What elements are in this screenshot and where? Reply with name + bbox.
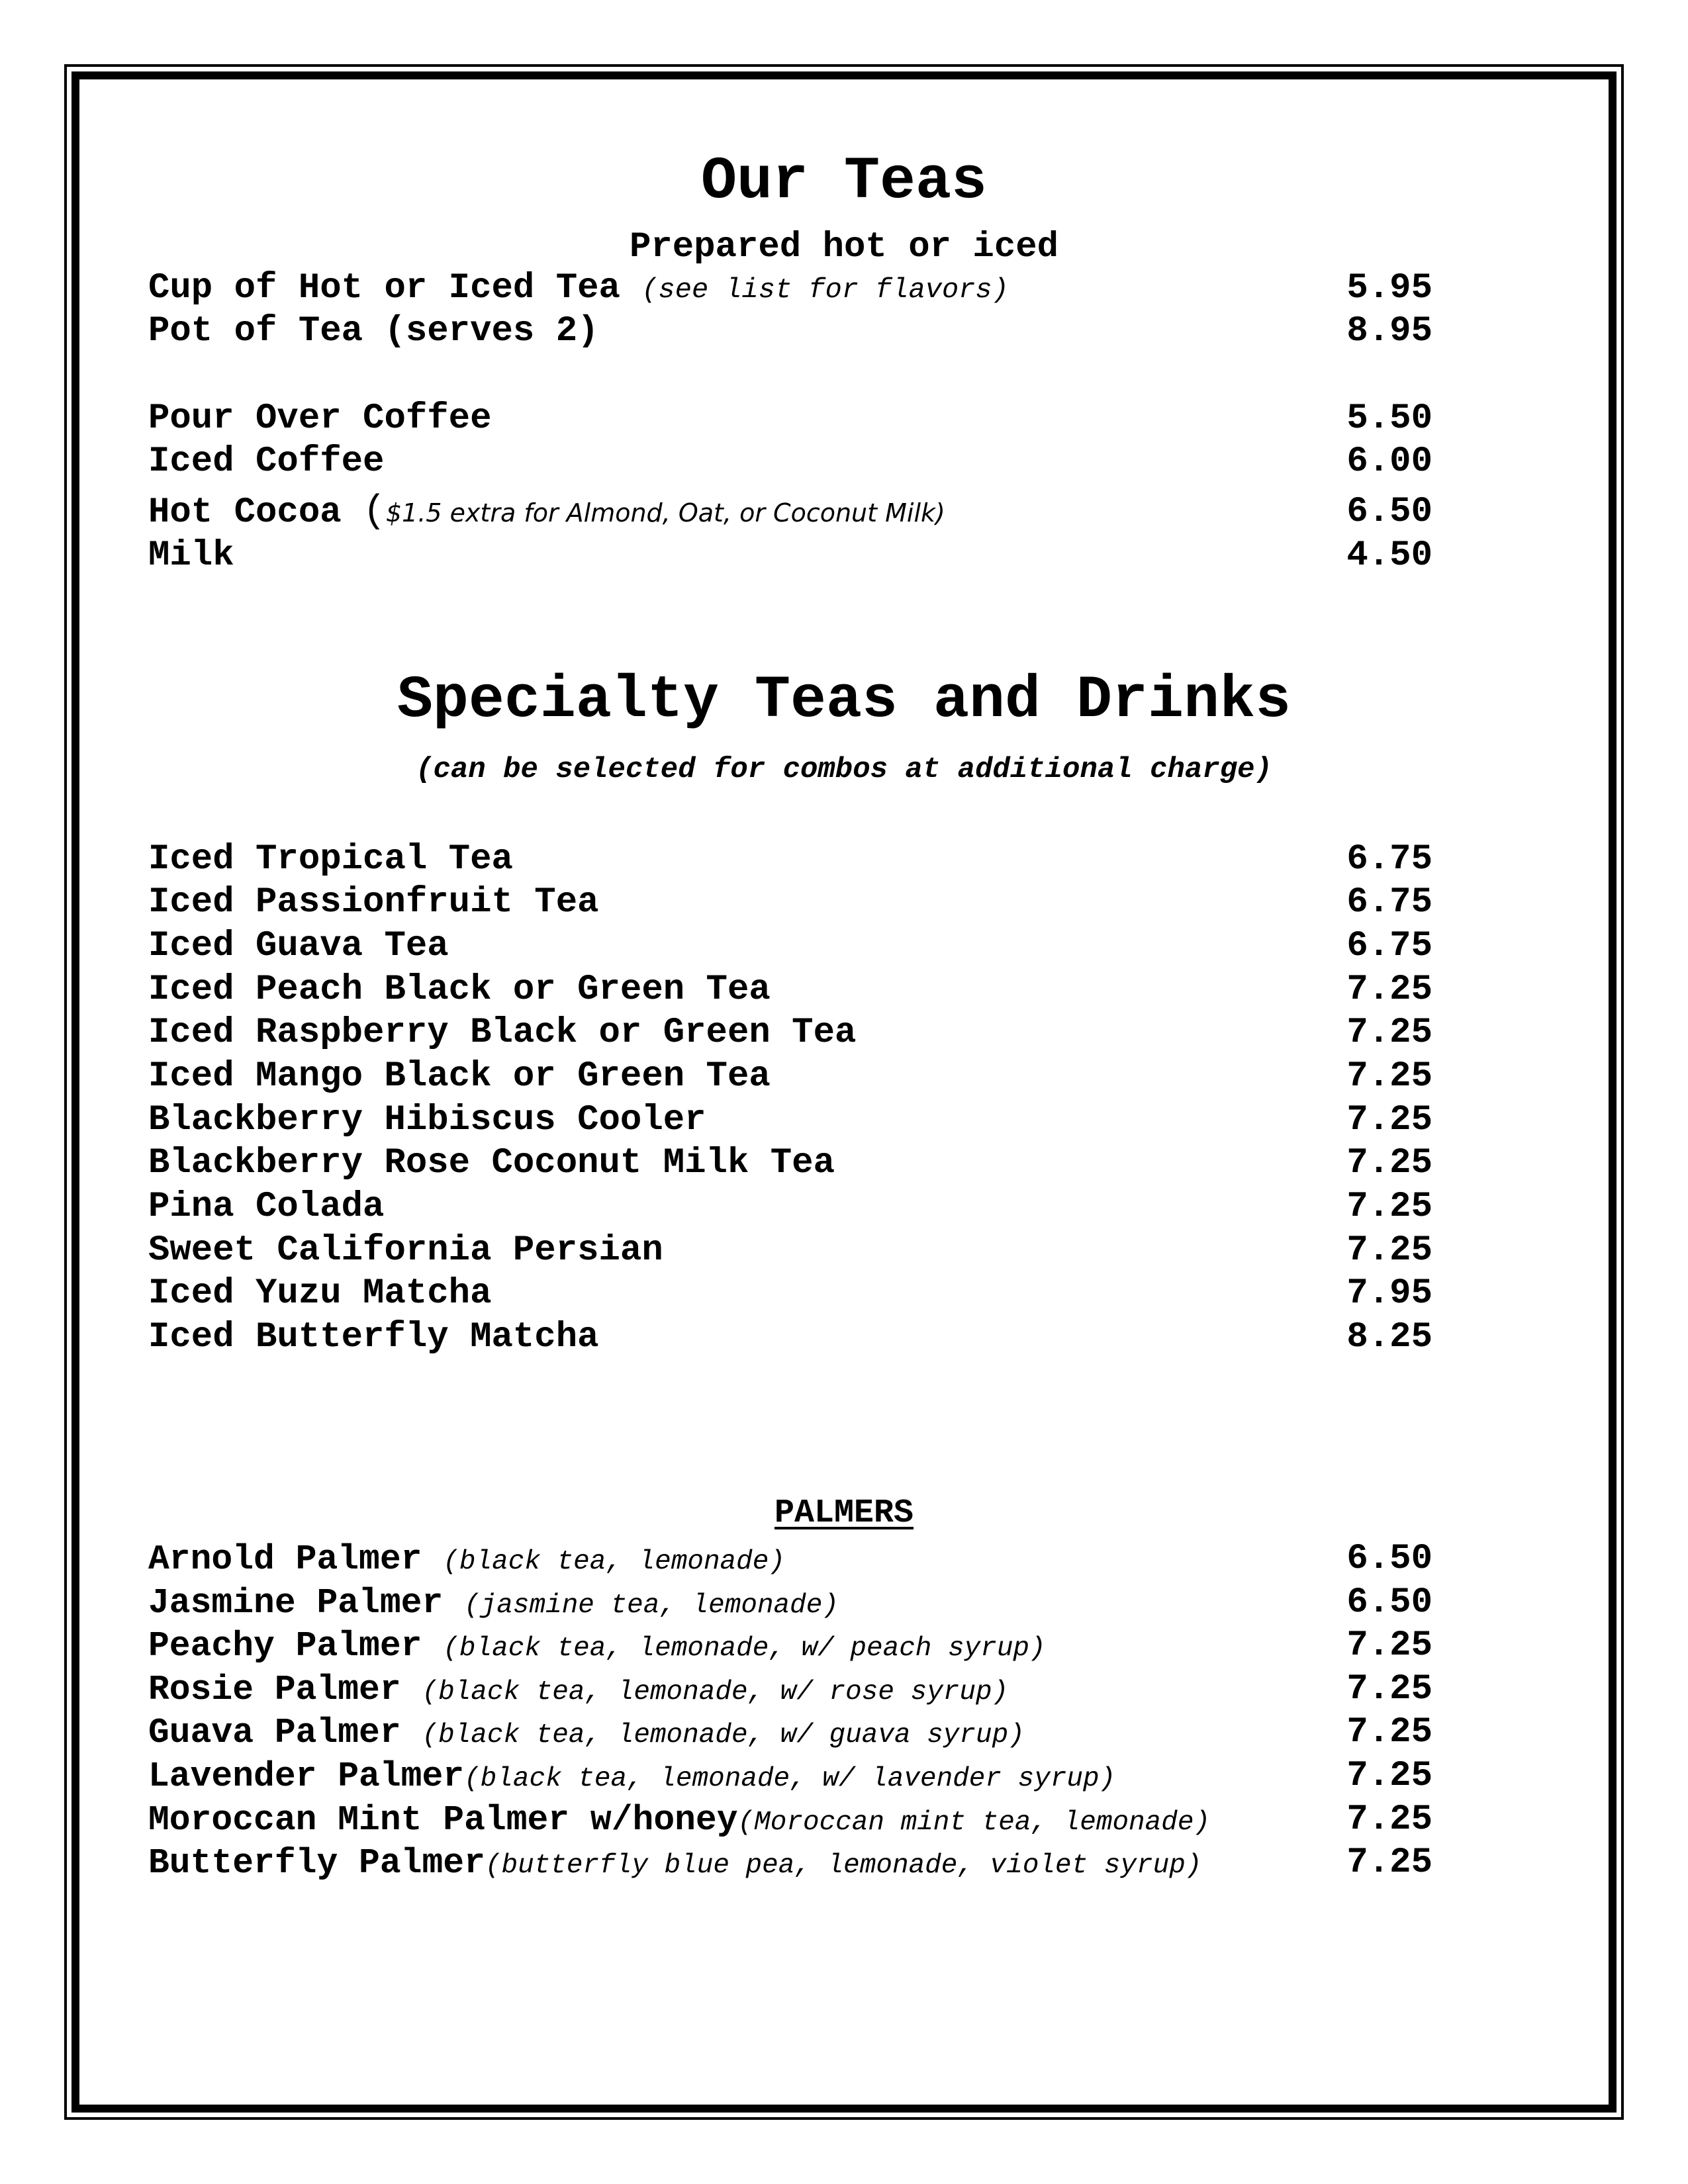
menu-item xyxy=(148,1625,1432,1667)
menu-item xyxy=(148,310,1432,353)
item-name: Lavender Palmer xyxy=(148,1756,465,1796)
item-note: $1.5 extra for Almond, Oat, or Coconut Milk) xyxy=(385,498,945,527)
item-name: Cup of Hot or Iced Tea xyxy=(148,268,620,308)
palmers-heading: PALMERS xyxy=(774,1494,914,1532)
item-name: Sweet California Persian xyxy=(148,1230,663,1271)
item-note: (see list for flavors) xyxy=(641,274,1009,306)
menu-item xyxy=(148,535,1432,577)
menu-item xyxy=(148,1142,1432,1185)
item-price: 4.50 xyxy=(1346,535,1432,576)
item-note: (black tea, lemonade, w/ guava syrup) xyxy=(422,1720,1025,1751)
menu-item xyxy=(148,267,1432,310)
item-price: 7.25 xyxy=(1346,970,1432,1010)
item-price: 7.25 xyxy=(1346,1056,1432,1097)
item-name: Moroccan Mint Palmer w/honey xyxy=(148,1800,738,1840)
menu-item xyxy=(148,1012,1432,1054)
item-name: Iced Raspberry Black or Green Tea xyxy=(148,1013,857,1053)
section-title-specialty: Specialty Teas and Drinks xyxy=(397,667,1291,735)
item-price: 7.25 xyxy=(1346,1669,1432,1709)
section-title-palmers xyxy=(0,1493,1688,1534)
menu-item xyxy=(148,1799,1432,1841)
item-price: 7.25 xyxy=(1346,1799,1432,1840)
item-price: 7.25 xyxy=(1346,1712,1432,1752)
menu-item xyxy=(148,1273,1432,1315)
item-price: 7.25 xyxy=(1346,1013,1432,1053)
item-name: Rosie Palmer xyxy=(148,1670,422,1709)
item-name: Hot Cocoa xyxy=(148,492,342,533)
menu-item xyxy=(148,491,1432,533)
menu-item xyxy=(148,1538,1432,1580)
item-price: 6.50 xyxy=(1346,1539,1432,1579)
item-price: 7.25 xyxy=(1346,1625,1432,1666)
section-title-our-teas: Our Teas xyxy=(700,148,988,216)
item-note: (black tea, lemonade, w/ rose syrup) xyxy=(422,1677,1009,1707)
item-name: Pina Colada xyxy=(148,1187,385,1227)
item-name: Pour Over Coffee xyxy=(148,398,492,439)
menu-item xyxy=(148,1842,1432,1884)
menu-item xyxy=(148,1668,1432,1711)
item-price: 8.95 xyxy=(1346,311,1432,351)
item-name: Peachy Palmer xyxy=(148,1626,444,1666)
item-name: Iced Peach Black or Green Tea xyxy=(148,970,771,1010)
menu-item xyxy=(148,925,1432,968)
menu-item xyxy=(148,1582,1432,1624)
item-note: (jasmine tea, lemonade) xyxy=(464,1590,839,1621)
item-price: 6.75 xyxy=(1346,882,1432,923)
item-price: 6.50 xyxy=(1346,1582,1432,1623)
menu-item xyxy=(148,882,1432,924)
item-name: Iced Yuzu Matcha xyxy=(148,1273,492,1314)
item-note: (butterfly blue pea, lemonade, violet syrup) xyxy=(485,1850,1202,1881)
item-name: Butterfly Palmer xyxy=(148,1843,485,1883)
item-price: 6.00 xyxy=(1346,441,1432,482)
item-name: Iced Butterfly Matcha xyxy=(148,1317,599,1357)
menu-item xyxy=(148,969,1432,1011)
item-name: Iced Tropical Tea xyxy=(148,839,513,880)
item-name: Guava Palmer xyxy=(148,1713,422,1752)
menu-item xyxy=(148,1056,1432,1098)
item-price: 7.25 xyxy=(1346,1843,1432,1883)
item-name: Blackberry Hibiscus Cooler xyxy=(148,1100,706,1140)
menu-item xyxy=(148,1099,1432,1142)
section-subtitle-combos: (can be selected for combos at additional charge) xyxy=(416,753,1272,786)
item-price: 6.75 xyxy=(1346,839,1432,880)
item-name: Arnold Palmer xyxy=(148,1539,444,1579)
item-name: Blackberry Rose Coconut Milk Tea xyxy=(148,1143,835,1183)
item-name: Iced Guava Tea xyxy=(148,926,449,966)
item-note: (black tea, lemonade) xyxy=(443,1547,785,1577)
menu-item xyxy=(148,1316,1432,1359)
item-price: 5.50 xyxy=(1346,398,1432,439)
item-note: (Moroccan mint tea, lemonade) xyxy=(737,1807,1211,1838)
item-note: (black tea, lemonade, w/ lavender syrup) xyxy=(464,1764,1116,1794)
menu-item xyxy=(148,839,1432,881)
item-price: 5.95 xyxy=(1346,268,1432,308)
item-name: Iced Mango Black or Green Tea xyxy=(148,1056,771,1097)
menu-item xyxy=(148,441,1432,483)
item-price: 7.25 xyxy=(1346,1230,1432,1271)
item-note-paren: ( xyxy=(363,490,386,533)
item-price: 7.25 xyxy=(1346,1100,1432,1140)
menu-item xyxy=(148,1755,1432,1797)
item-name: Milk xyxy=(148,535,234,576)
item-price: 7.25 xyxy=(1346,1187,1432,1227)
menu-item xyxy=(148,1230,1432,1272)
item-price: 6.50 xyxy=(1346,492,1432,532)
item-price: 7.25 xyxy=(1346,1756,1432,1796)
item-price: 8.25 xyxy=(1346,1317,1432,1357)
menu-item xyxy=(148,398,1432,440)
item-price: 6.75 xyxy=(1346,926,1432,966)
item-name: Jasmine Palmer xyxy=(148,1583,465,1623)
item-price: 7.95 xyxy=(1346,1273,1432,1314)
item-price: 7.25 xyxy=(1346,1143,1432,1183)
item-name: Iced Coffee xyxy=(148,441,385,482)
item-name: Pot of Tea (serves 2) xyxy=(148,311,599,351)
item-note: (black tea, lemonade, w/ peach syrup) xyxy=(443,1633,1046,1664)
section-subtitle-prepared: Prepared hot or iced xyxy=(629,227,1059,267)
item-name: Iced Passionfruit Tea xyxy=(148,882,599,923)
menu-item xyxy=(148,1186,1432,1228)
menu-item xyxy=(148,1711,1432,1754)
